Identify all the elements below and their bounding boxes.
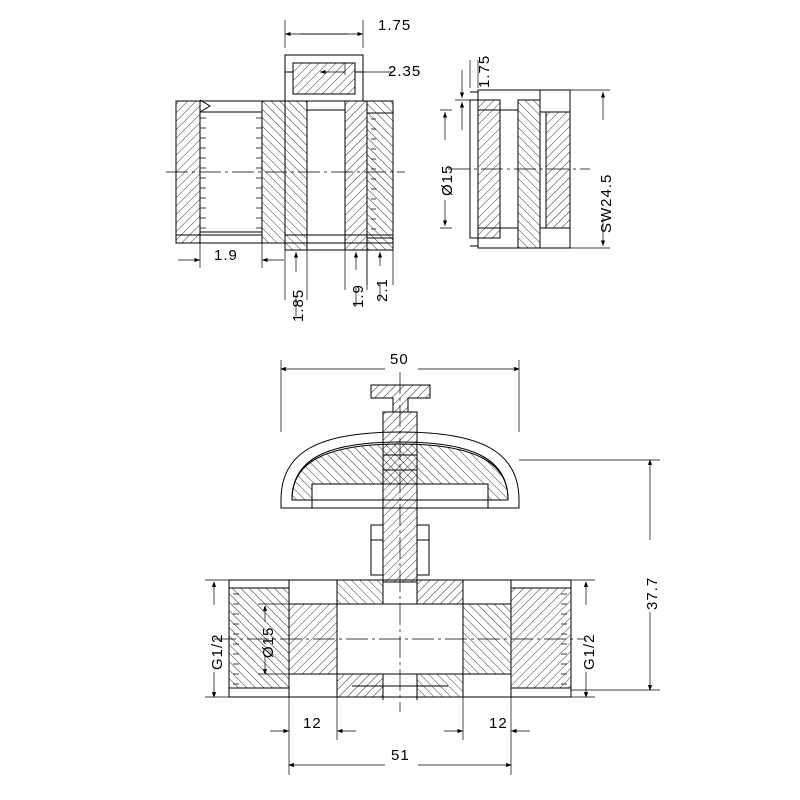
dim-sw-24-5: SW24.5 [598,173,615,233]
dim-50: 50 [390,351,409,368]
bottom-assembly-section-view [214,372,586,712]
top-left-section-view [166,55,405,250]
top-right-section-view [448,90,590,248]
dim-1-75-right: 1.75 [476,54,493,88]
dim-1-85: 1.85 [290,288,307,322]
dim-diameter-15-top: Ø15 [439,164,456,196]
dim-2-35: 2.35 [388,63,422,80]
dim-37-7: 37.7 [644,576,661,610]
dim-51: 51 [391,747,410,764]
dim-1-75-top: 1.75 [378,17,412,34]
dim-1-9-mid: 1.9 [350,284,367,308]
dim-thread-right: G1/2 [581,633,598,670]
dim-thread-left: G1/2 [209,633,226,670]
dim-2-1: 2.1 [374,278,391,302]
dim-12-right: 12 [489,715,508,732]
dim-12-left: 12 [303,715,322,732]
dim-diameter-15-bottom: Ø15 [260,626,277,658]
dim-1-9-left: 1.9 [214,247,238,264]
